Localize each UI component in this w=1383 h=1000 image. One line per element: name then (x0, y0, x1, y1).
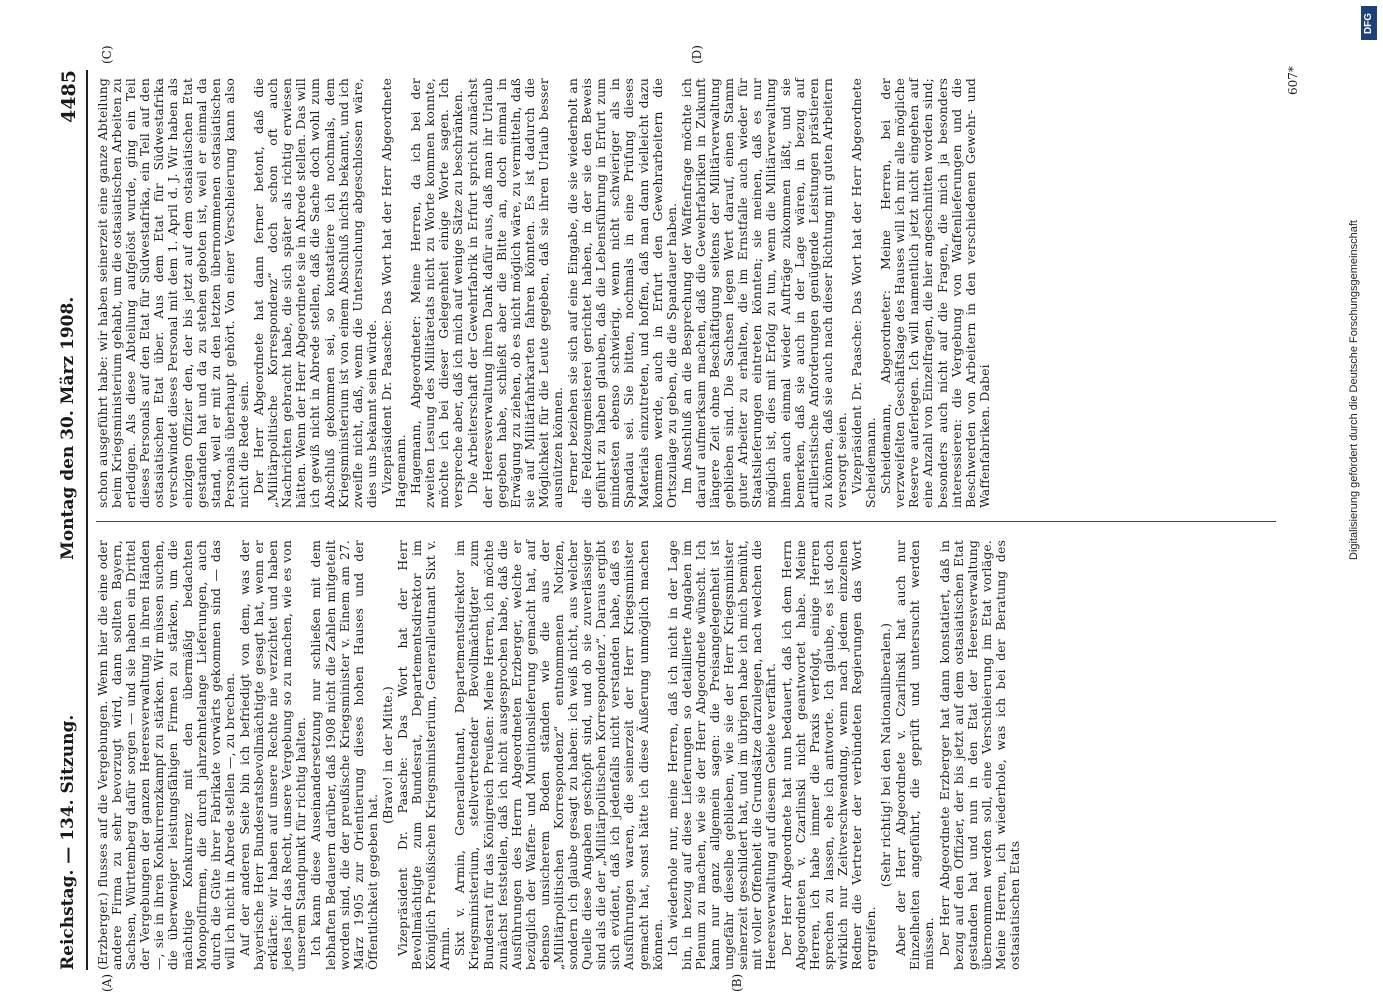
paragraph: Auf der anderen Seite bin ich befriedigt von dem, was der bayerische Herr Bundesratsbevollmächtigte gesagt hat, wenn er erklärte: wir haben auf unsere Rechte nie verzichtet und haben jedes Jahr das Recht, unsere Vergebung so zu machen, wie es von unserem Standpunkt für richtig halten. (236, 540, 309, 970)
paragraph: (Erzberger.) flusses auf die Vergebungen. Wenn hier die eine oder andere Firma zu sehr bevorzugt wird, dann sollten Bayern, Sachsen, Württemberg dafür sorgen — und sie haben ein Drittel der Vergebungen der ganzen Heeresverwaltung in ihren Händen —, sie in ihren Konkurrenzkampf zu stärken. Wir müssen suchen, die überweniger leistungsfähigen Firmen zu stärken, um die mächtige Konkurrenz mit den übermäßig bedachten Monopolfirmen, die durch jahrzehntelange Lieferungen, auch durch die Güte ihrer Fabrikate vorwärts gekommen sind — das will ich nicht in Abrede stellen —, zu brechen. (95, 540, 237, 970)
paragraph: Ich wiederhole nur, meine Herren, daß ich nicht in der Lage bin, in bezug auf diese Lieferungen so detaillierte Angaben im Plenum zu machen, wie sie der Herr Abgeordnete wünscht. Ich kann nur ganz allgemein sagen: die Preisangelegenheit ist ungefähr dieselbe geblieben, wie sie der Herr Kriegsminister seinerzeit geschildert hat, und im übrigen habe ich mich bemüht, mit voller Offenheit die Grundsätze darzulegen, nach welchen die Heeresverwaltung auf diesem Gebiete verfährt. (664, 540, 779, 970)
paragraph: schon ausgeführt habe: wir haben seinerzeit eine ganze Abteilung beim Kriegsministerium gehabt, um die ostasiatischen Arbeiten zu erledigen. Als diese Abteilung aufgelöst wurde, ging ein Teil dieses Personals auf den Etat für Südwestafrika, ein Teil auf den ostasiatischen Etat über. Aus dem Etat für Südwestafrika verschwindet dieses Personal mit dem 1. April d. J. Wir haben als einzigen Offizier den, der bis jetzt auf dem ostasiatischen Etat gestanden hat und da zu stehen geboten ist, weil er einmal da stand, weil er mit zu den letzten übernommenen ostasiatischen Personals überhaupt gehört. Von einer Verschleierung kann also nicht die Rede sein. (95, 78, 251, 508)
right-column (96, 78, 993, 508)
paragraph: Die Arbeiterschaft der Gewehrfabrik in Erfurt spricht zunächst der Heeresverwaltung ihren Dank dafür aus, daß man ihr Urlaub gegeben habe, schließt aber die Bitte an, doch einmal in Erwägung zu ziehen, ob es nicht möglich wäre, zu vermitteln, daß sie auf Militärfahrkarten fahren könnten. Es ist dadurch die Möglichkeit für die Leute gegeben, daß sie ihren Urlaub besser ausnützen können. (465, 78, 565, 508)
scanned-page (0, 40, 1383, 1000)
header-session: Reichstag. — 134. Sitzung. (58, 714, 78, 970)
paragraph: Hagemann, Abgeordneter: Meine Herren, da ich bei der zweiten Lesung des Militäretats nicht zu Worte kommen konnte, möchte ich bei dieser Gelegenheit einige Worte sagen. Ich verspreche aber, daß ich mich auf wenige Sätze zu beschränken. (408, 78, 466, 508)
digitization-note: Digitalisierung gefördert durch die Deutsche Forschungsgemeinschaft (1348, 220, 1360, 560)
margin-marker-c: (C) (100, 45, 114, 64)
paragraph: Aber der Herr Abgeordnete v. Czarlinski hat auch nur Einzelheiten angeführt, die geprüft und untersucht werden müssen. (893, 540, 937, 970)
column-divider (96, 521, 1276, 522)
paragraph: Vizepräsident Dr. Paasche: Das Wort hat der Herr Abgeordnete Scheidemann. (848, 78, 879, 508)
paragraph: Der Herr Abgeordnete hat nun bedauert, daß ich dem Herrn Abgeordneten v. Czarlinski nicht geantwortet habe. Meine Herren, ich habe immer die Praxis verfolgt, einige Herren sprechen zu lassen, ehe ich antworte. Ich glaube, es ist doch wirklich nur Zeitverschwendung, wenn nach jedem einzelnen Redner die Vertreter der verbündeten Regierungen das Wort ergreifen. (778, 540, 879, 970)
header-page-number: 4485 (58, 70, 80, 123)
paragraph: Sixt v. Armin, Generalleutnant, Departementsdirektor im Kriegsministerium, stellvertretender Bevollmächtigter zum Bundesrat für das Königreich Preußen: Meine Herren, ich möchte zunächst feststellen, daß ich nicht ausgesprochen habe, daß die Ausführungen des Herrn Abgeordneten Erzberger, welche er bezüglich der Waffen- und Munitionslieferung gemacht hat, auf ebenso unsicherem Boden ständen wie die aus der „Militärpolitischen Korrespondenz“ entnommenen Notizen, sondern ich glaube gesagt zu haben: ich weiß nicht, aus welcher Quelle diese Angaben geschöpft sind, und ob sie zuverlässiger sind als die der „Militärpolitischen Korrespondenz“. Daraus ergibt sich evident, daß ich jedenfalls nicht verstanden habe, daß es Ausführungen waren, die seinerzeit der Herr Kriegsminister gemacht hat, sonst hätte ich diese Äußerung unmöglich machen können. (452, 540, 665, 970)
header-date: Montag den 30. März 1908. (58, 296, 78, 560)
left-column (96, 540, 1023, 970)
paragraph: Im Anschluß an die Besprechung der Waffenfrage möchte ich darauf aufmerksam machen, daß die Gewehrfabriken in Zukunft längere Zeit ohne Beschäftigung seitens der Militärverwaltung geblieben sind. Die Sachsen legen Wert darauf, einen Stamm guter Arbeiter zu erhalten, die im Ernstfalle auch wieder für Staatslieferungen eintreten könnten; sie meinen, daß es nur möglich ist, dies mit Erfolg zu tun, wenn die Militärverwaltung ihnen auch einmal wieder Aufträge zukommen läßt, und sie bemerken, daß sie auch in der Lage wären, in bezug auf artilleristische Anforderungen genügende Leistungen prästieren zu können, daß sie auch nach dieser Richtung mit guten Arbeitern versorgt seien. (678, 78, 849, 508)
paragraph: Der Herr Abgeordnete hat dann ferner betont, daß die „Militärpolitische Korrespondenz“ doch schon oft auch Nachrichten gebracht habe, die sich später als richtig erwiesen hätten. Wenn der Herr Abgeordnete sie in Abrede stellen. Das will ich gewiß nicht in Abrede stellen, daß die Sache doch wohl zum Abschluß gekommen sei, so konstatiere ich nochmals, dem Kriegsministerium ist von einem Abschluß nichts bekannt, und ich zweifle nicht, daß, wenn die Untersuchung abgeschlossen wäre, dies uns bekannt sein würde. (251, 78, 379, 508)
interjection: (Bravo! in der Mitte.) (379, 686, 395, 824)
page-content (50, 45, 1300, 992)
paragraph: Vizepräsident Dr. Paasche: Das Wort hat der Herr Abgeordnete Hagemann. (378, 78, 408, 508)
page-header (58, 70, 88, 970)
interjection: (Sehr richtig! bei den Nationalliberalen.) (878, 622, 894, 888)
margin-marker-d: (D) (690, 45, 704, 64)
paragraph: Ich kann diese Auseinandersetzung nur schließen mit dem lebhaften Bedauern darüber, daß 1908 nicht die Zahlen mitgeteilt worden sind, die der preußische Kriegsminister v. Einem am 27. März 1905 zur Orientierung dieses hohen Hauses und der Öffentlichkeit gegeben hat. (308, 540, 380, 970)
margin-marker-a: (A) (100, 973, 114, 992)
margin-marker-b: (B) (730, 973, 744, 992)
footer-number: 607* (1286, 66, 1300, 95)
paragraph: Vizepräsident Dr. Paasche: Das Wort hat der Herr Bevollmächtigte zum Bundesrat, Departementsdirektor im Königlich Preußischen Kriegsministerium, Generalleutnant Sixt v. Armin. (394, 540, 453, 970)
paragraph: Scheidemann, Abgeordneter: Meine Herren, bei der verzweifelten Geschäftslage des Hauses will ich mir alle mögliche Reserve auferlegen. Ich will namentlich jetzt nicht eingehen auf eine Anzahl von Einzelfragen, die hier angeschnitten worden sind; besonders auch nicht auf die Fragen, die mich ja besonders interessieren: die Vergebung von Waffenlieferungen und die Beschwerden von Arbeitern in den verschiedenen Gewehr- und Waffenfabriken. Dabei (878, 78, 992, 508)
header-rule (86, 70, 88, 970)
paragraph: Der Herr Abgeordnete Erzberger hat dann konstatiert, daß in bezug auf den Offizier, der bis jetzt auf dem ostasiatischen Etat gestanden hat und nun in den Etat der Heeresverwaltung übernommen werden soll, eine Verschleierung im Etat vorläge. Meine Herren, ich wiederhole, was ich bei der Beratung des ostasiatischen Etats (936, 540, 1022, 970)
paragraph: Ferner beziehen sie sich auf eine Eingabe, die sie wiederholt an die Feldzeugmeisterei gerichtet haben, in der sie den Beweis geführt zu haben glauben, daß die Lebensführung in Erfurt zum mindesten ebenso schwierig, wenn nicht schwieriger als in Spandau sei. Sie bitten, nochmals in eine Prüfung dieses Materials einzutreten, und hoffen, daß man dann vielleicht dazu kommen werde, auch in Erfurt den Gewehrarbeitern die Ortszulage zu geben, die die Spandauer haben. (565, 78, 679, 508)
dfg-logo: DFG (1361, 6, 1377, 40)
